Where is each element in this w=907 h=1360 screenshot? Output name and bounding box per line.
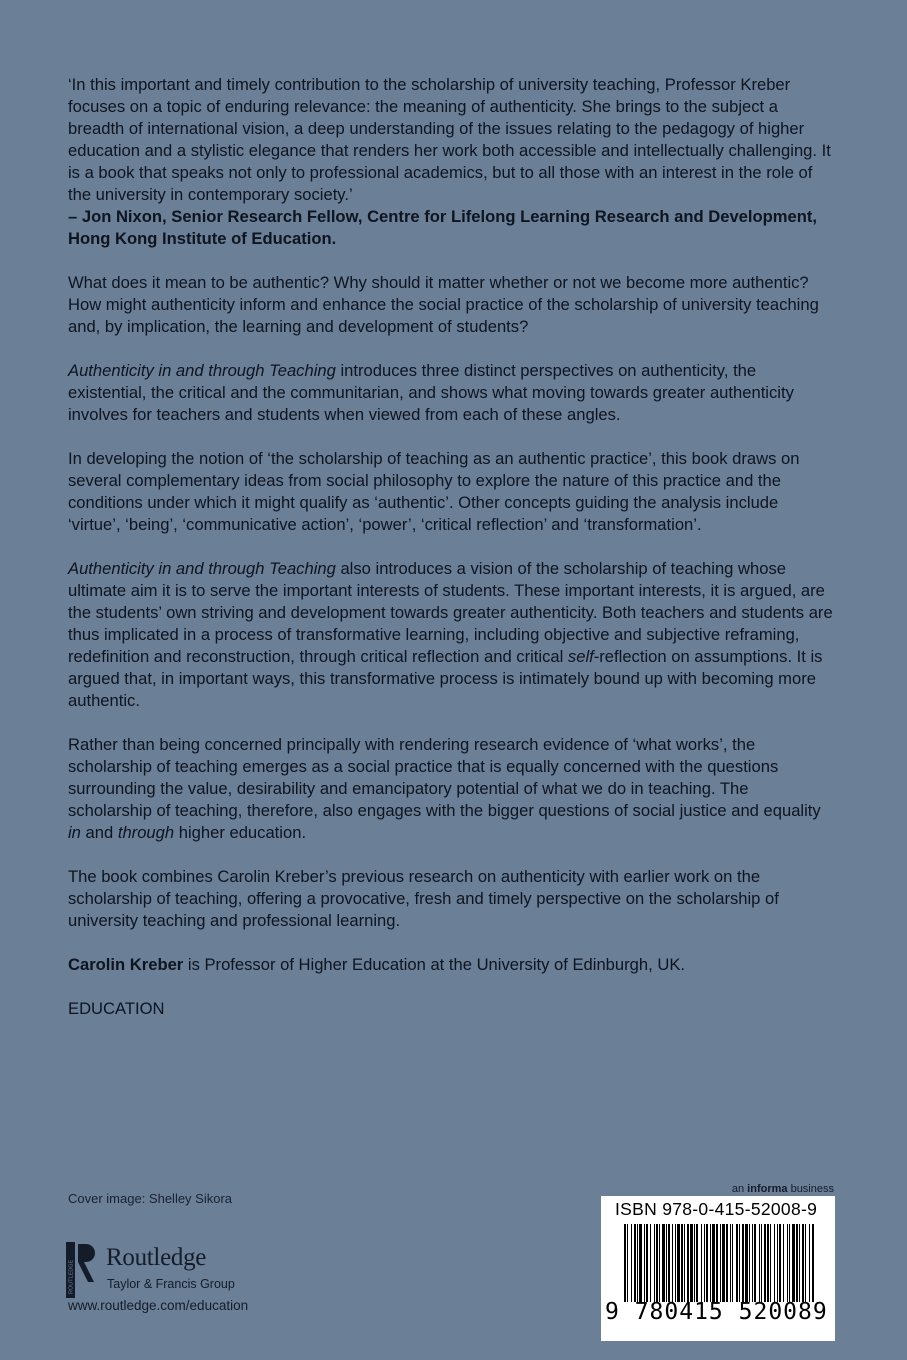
- informa-tagline: an informa business: [731, 1183, 834, 1195]
- concepts-paragraph: In developing the notion of ‘the scholarship of teaching as an authentic practice’, this book draws on several complementary ideas from social philosophy to explore the nature of this practice and the conditions under which it might qualify as ‘authentic’. Other concepts guiding the analysis include ‘virtue’, ‘being’, ‘communicative action’, ‘power’, ‘critical reflection’ and ‘transformation’.: [68, 449, 800, 534]
- cover-credit: Cover image: Shelley Sikora: [68, 1191, 233, 1206]
- barcode-digits: 9 780415 520089: [605, 1299, 828, 1325]
- publisher-name: Routledge: [106, 1244, 207, 1271]
- book-title: Authenticity in and through Teaching: [68, 361, 336, 380]
- author-bio: Carolin Kreber is Professor of Higher Education at the University of Edinburgh, UK.: [68, 955, 686, 974]
- questions-paragraph: What does it mean to be authentic? Why should it matter whether or not we become more authentic? How might authenticity inform and enhance the social practice of the scholarship of university teaching and, by implication, the learning and development of students?: [68, 273, 819, 336]
- isbn-number: ISBN 978-0-415-52008-9: [615, 1199, 818, 1219]
- barcode-bars: [624, 1224, 814, 1302]
- subject-category: EDUCATION: [68, 999, 165, 1018]
- book-title: Authenticity in and through Teaching: [68, 559, 336, 578]
- publisher-logo: [66, 1240, 306, 1300]
- social-practice-paragraph: Rather than being concerned principally with rendering research evidence of ‘what works’, the scholarship of teaching emerges as a social practice that is equally concerned with the questions surrounding the value, desirability and emancipatory potential of what we do in teaching. The scholarship of teaching, therefore, also engages with the bigger questions of social justice and equality in and through higher education.: [68, 735, 821, 842]
- routledge-logo-icon: [66, 1242, 100, 1298]
- publisher-website: www.routledge.com/education: [68, 1298, 249, 1313]
- publisher-group: Taylor & Francis Group: [107, 1277, 235, 1291]
- endorsement-quote: ‘In this important and timely contribution to the scholarship of university teaching, Professor Kreber focuses on a topic of enduring relevance: the meaning of authenticity. She brings to the subject a breadth of international vision, a deep understanding of the issues relating to the pedagogy of higher education and a stylistic elegance that renders her work both accessible and intellectually challenging. It is a book that speaks not only to professional academics, but to all those with an interest in the role of the university in contemporary society.’ – Jon Nixon, Senior Research Fellow, Centre for Lifelong Learning Research and Development, Hong Kong Institute of Education.: [68, 75, 831, 248]
- author-name: Carolin Kreber: [68, 955, 184, 974]
- endorsement-attribution: – Jon Nixon, Senior Research Fellow, Centre for Lifelong Learning Research and Development, Hong Kong Institute of Education.: [68, 207, 818, 248]
- logo-side-text: ROUTLEDGE: [68, 1259, 75, 1294]
- vision-paragraph: Authenticity in and through Teaching also introduces a vision of the scholarship of teaching whose ultimate aim it is to serve the important interests of students. These important interests, it is argued, are the students’ own striving and development towards greater authenticity. Both teachers and students are thus implicated in a process of transformative learning, including objective and subjective reframing, redefinition and reconstruction, through critical reflection and critical self-reflection on assumptions. It is argued that, in important ways, this transformative process is intimately bound up with becoming more authentic.: [68, 559, 833, 710]
- isbn-barcode: [601, 1196, 835, 1341]
- perspectives-paragraph: Authenticity in and through Teaching introduces three distinct perspectives on authenticity, the existential, the critical and the communitarian, and shows what moving towards greater authenticity involves for teachers and students when viewed from each of these angles.: [68, 361, 794, 424]
- back-cover-text: [68, 74, 834, 1042]
- summary-paragraph: The book combines Carolin Kreber’s previous research on authenticity with earlier work on the scholarship of teaching, offering a provocative, fresh and timely perspective on the scholarship of university teaching and professional learning.: [68, 867, 779, 930]
